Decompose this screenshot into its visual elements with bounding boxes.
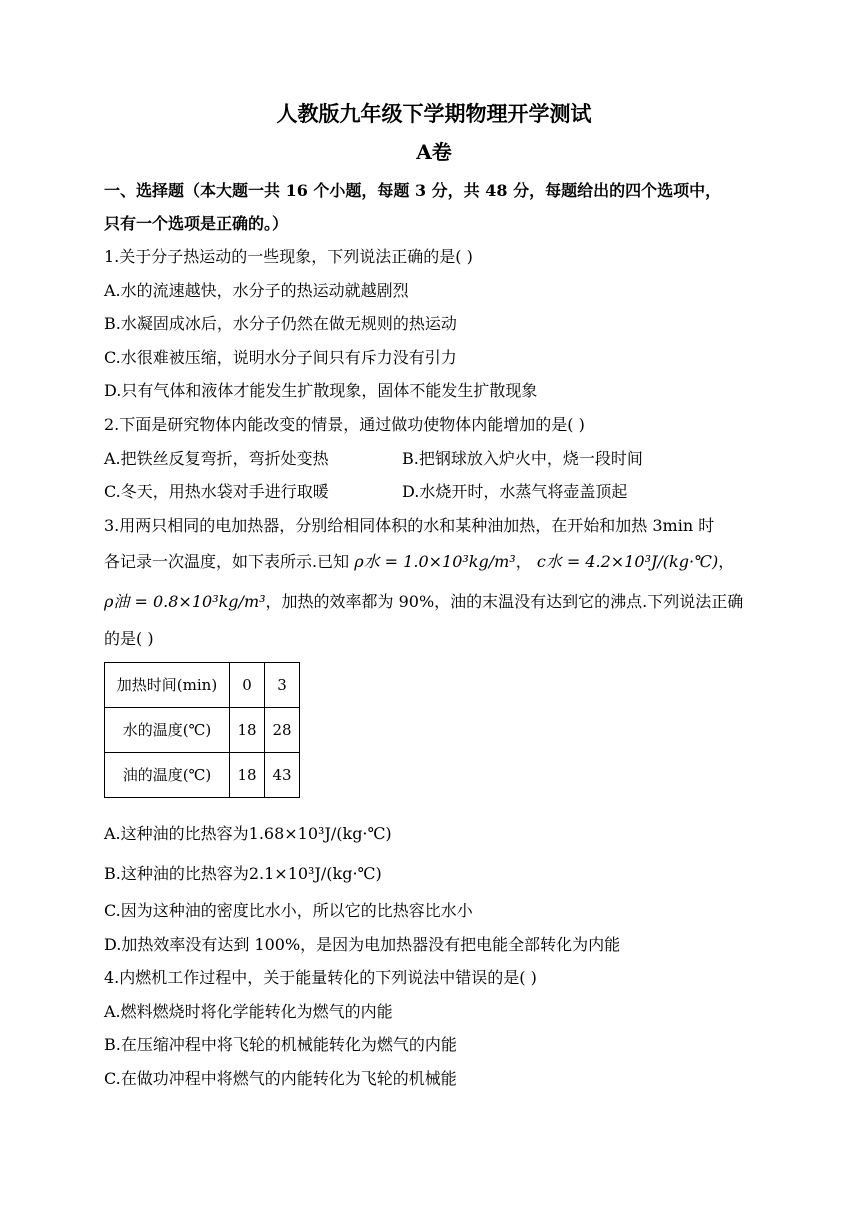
question-3 (104, 509, 764, 961)
question-4-option-c: C.在做功冲程中将燃气的内能转化为飞轮的机械能 (104, 1068, 457, 1088)
table-cell: 水的温度(℃) (105, 707, 230, 752)
question-2-option-a: A.把铁丝反复弯折，弯折处变热 (104, 448, 329, 468)
table-cell: 28 (265, 707, 300, 752)
table-cell: 加热时间(min) (105, 662, 230, 707)
question-3-stem-line3-text: ，加热的效率都为 90%，油的末温没有达到它的沸点.下列说法正确 (265, 592, 744, 612)
question-2-stem: 2.下面是研究物体内能改变的情景，通过做功使物体内能增加的是( ) (104, 414, 585, 434)
section-heading (104, 174, 764, 240)
question-1-option-d: D.只有气体和液体才能发生扩散现象，固体不能发生扩散现象 (104, 381, 538, 401)
section-heading-line1: 一、选择题（本大题一共 16 个小题，每题 3 分，共 48 分，每题给出的四个选项中， (104, 181, 722, 200)
table-row (105, 662, 300, 707)
exam-page (104, 100, 764, 1096)
question-1-stem: 1.关于分子热运动的一些现象，下列说法正确的是( ) (104, 247, 473, 266)
question-1-option-a: A.水的流速越快，水分子的热运动就越剧烈 (104, 280, 409, 300)
rho-oil-formula: ρ油 = 0.8×10³kg/m³ (104, 592, 266, 612)
c-water-formula: c水 = 4.2×10³J/(kg·℃) (536, 552, 719, 572)
question-3-option-c: C.因为这种油的密度比水小，所以它的比热容比水小 (104, 900, 473, 920)
table-cell: 43 (265, 752, 300, 797)
question-3-stem-line2-text: 各记录一次温度，如下表所示.已知 (104, 552, 350, 572)
page-subtitle: A卷 (416, 140, 452, 164)
question-2 (104, 408, 764, 509)
question-2-option-b: B.把钢球放入炉火中，烧一段时间 (402, 448, 643, 468)
table-cell: 3 (265, 662, 300, 707)
question-3-option-d: D.加热效率没有达到 100%，是因为电加热器没有把电能全部转化为内能 (104, 934, 621, 954)
table-cell: 18 (230, 707, 265, 752)
question-4-stem: 4.内燃机工作过程中，关于能量转化的下列说法中错误的是( ) (104, 968, 537, 988)
question-3-option-b: B.这种油的比热容为2.1×10³J/(kg·℃) (104, 863, 382, 883)
question-3-stem-line1: 3.用两只相同的电加热器，分别给相同体积的水和某种油加热，在开始和加热 3min 时 (104, 515, 715, 535)
question-4-option-a: A.燃料燃烧时将化学能转化为燃气的内能 (104, 1001, 393, 1021)
question-4-option-b: B.在压缩冲程中将飞轮的机械能转化为燃气的内能 (104, 1035, 457, 1055)
section-heading-line2: 只有一个选项是正确的。） (104, 214, 289, 233)
rho-water-formula: ρ水 = 1.0×10³kg/m³ (354, 552, 516, 572)
question-3-stem-line3 (104, 582, 764, 622)
question-2-option-d: D.水烧开时，水蒸气将壶盖顶起 (402, 482, 628, 502)
question-2-options-row1 (104, 442, 764, 476)
table-row (105, 707, 300, 752)
question-2-options-row2 (104, 475, 764, 509)
table-cell: 0 (230, 662, 265, 707)
question-1 (104, 240, 764, 408)
table-row (105, 752, 300, 797)
question-3-stem-line2: 各记录一次温度，如下表所示.已知 ρ水 = 1.0×10³kg/m³， c水 = 4.2×10³J/(kg·℃)， (104, 552, 735, 572)
page-title: 人教版九年级下学期物理开学测试 (276, 101, 592, 126)
temperature-table (104, 662, 300, 798)
question-4 (104, 961, 764, 1095)
question-3-stem-line4: 的是( ) (104, 629, 154, 649)
table-cell: 油的温度(℃) (105, 752, 230, 797)
question-1-option-b: B.水凝固成冰后，水分子仍然在做无规则的热运动 (104, 314, 457, 334)
question-2-option-c: C.冬天，用热水袋对手进行取暖 (104, 482, 329, 502)
question-3-option-a: A.这种油的比热容为1.68×10³J/(kg·℃) (104, 823, 392, 843)
question-1-option-c: C.水很难被压缩，说明水分子间只有斥力没有引力 (104, 347, 457, 367)
table-cell: 18 (230, 752, 265, 797)
